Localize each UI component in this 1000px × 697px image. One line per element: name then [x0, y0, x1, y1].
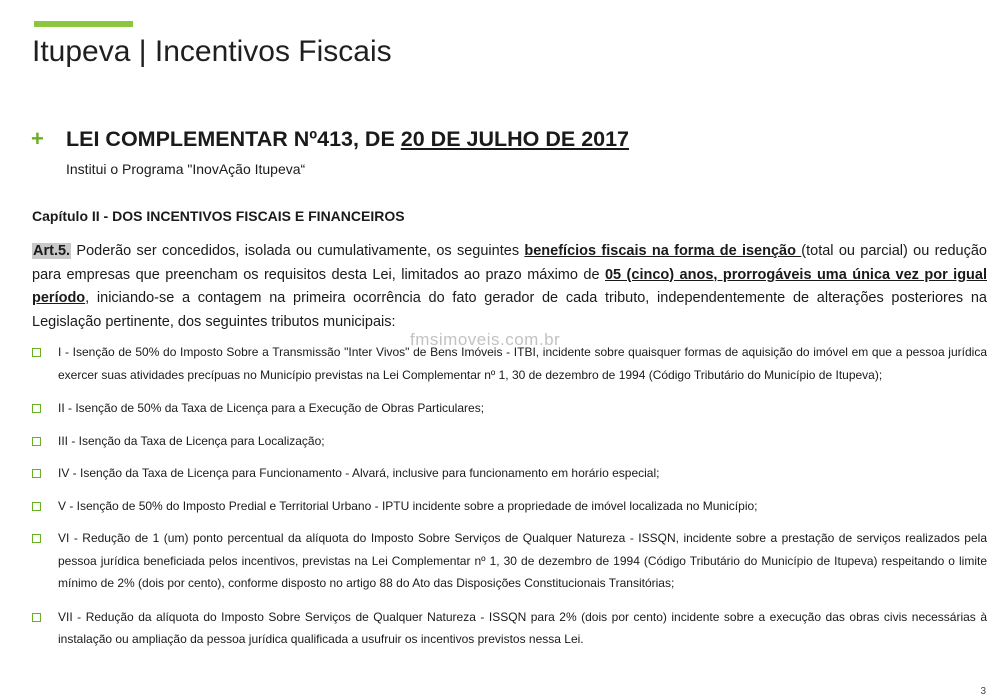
- checkbox-bullet-icon: [32, 469, 41, 478]
- list-item: [32, 606, 987, 651]
- article-text-2: (total ou parcial) ou redução para empresas que preencham os requisitos desta Lei, limitados ao prazo máximo de: [32, 243, 987, 283]
- article-paragraph: [32, 240, 987, 334]
- list-item: [32, 527, 987, 595]
- list-item-text: I - Isenção de 50% do Imposto Sobre a Transmissão "Inter Vivos" de Bens Imóveis - ITBI, incidente sobre quaisquer formas de aquisição do imóvel em que a pessoa jurídica exercer suas atividades precípuas no Município previstas na Lei Complementar nº 1, 30 de dezembro de 1994 (Código Tributário do Município de Itupeva);: [58, 345, 987, 382]
- page-number: 3: [980, 686, 986, 697]
- law-subtitle: Institui o Programa "InovAção Itupeva“: [66, 161, 306, 177]
- list-item-text: VII - Redução da alíquota do Imposto Sobre Serviços de Qualquer Natureza - ISSQN para 2% (dois por cento) incidente sobre a execução das obras civis necessárias à instalação ou ampliação da pessoa jurídica qualificada a usufruir os incentivos previstos nessa Lei.: [58, 609, 987, 646]
- list-item-text: II - Isenção de 50% da Taxa de Licença para a Execução de Obras Particulares;: [58, 401, 485, 415]
- article-text-3: , iniciando-se a contagem na primeira ocorrência do fato gerador de cada tributo, independentemente de alterações posteriores na Legislação pertinente, dos seguintes tributos municipais:: [32, 290, 987, 330]
- accent-bar: [34, 21, 133, 27]
- checkbox-bullet-icon: [32, 534, 41, 543]
- article-emphasis-1: benefícios fiscais na forma de isenção: [524, 243, 802, 259]
- article-text-1: Poderão ser concedidos, isolada ou cumulativamente, os seguintes: [71, 243, 525, 259]
- article-label: Art.5.: [33, 243, 71, 259]
- article-emphasis-2: 05 (cinco) anos, prorrogáveis uma única vez por igual período: [32, 266, 988, 306]
- list-item-text: V - Isenção de 50% do Imposto Predial e Territorial Urbano - IPTU incidente sobre a propriedade de imóvel localizada no Município;: [58, 498, 758, 513]
- checkbox-bullet-icon: [32, 437, 41, 446]
- list-item: [32, 430, 987, 453]
- law-title-date: 20 DE JULHO DE 2017: [400, 127, 630, 151]
- checkbox-bullet-icon: [32, 613, 41, 622]
- page-title: Itupeva | Incentivos Fiscais: [32, 35, 392, 68]
- list-item: [32, 495, 987, 518]
- list-item-text: III - Isenção da Taxa de Licença para Localização;: [58, 433, 325, 448]
- law-title-prefix: LEI COMPLEMENTAR Nº413, DE: [66, 127, 401, 151]
- list-item: [32, 462, 987, 485]
- plus-icon: +: [31, 126, 44, 151]
- watermark: fmsimoveis.com.br: [410, 330, 561, 349]
- checkbox-bullet-icon: [32, 404, 41, 413]
- checkbox-bullet-icon: [32, 348, 41, 357]
- list-item-text: IV - Isenção da Taxa de Licença para Funcionamento - Alvará, inclusive para funcionamento em horário especial;: [58, 466, 660, 480]
- list-item-text: VI - Redução de 1 (um) ponto percentual da alíquota do Imposto Sobre Serviços de Qualquer Natureza - ISSQN, incidente sobre a prestação de serviços realizados pela pessoa jurídica beneficiada pelos incentivos, previstas na Lei Complementar nº 1, 30 de dezembro de 1994 (Código Tributário do Município de Itupeva) respeitando o limite mínimo de 2% (dois por cento), conforme disposto no artigo 88 do Ato das Disposições Constitucionais Transitórias;: [58, 531, 987, 590]
- chapter-heading: Capítulo II - DOS INCENTIVOS FISCAIS E FINANCEIROS: [32, 208, 405, 224]
- list-item: [32, 397, 987, 420]
- checkbox-bullet-icon: [32, 502, 41, 511]
- incentives-list: [32, 341, 987, 651]
- law-title: [66, 127, 629, 152]
